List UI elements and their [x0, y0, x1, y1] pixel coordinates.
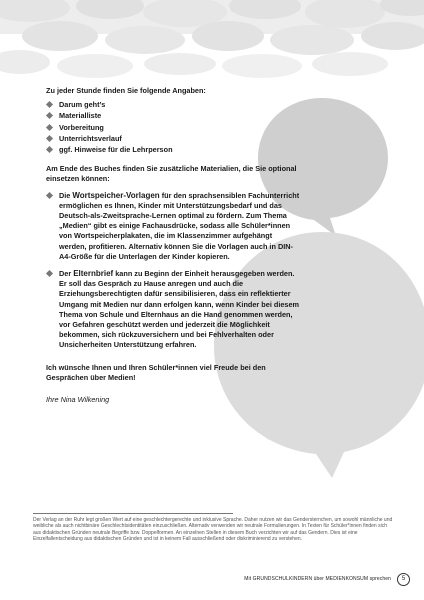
list-item: Der Elternbrief kann zu Beginn der Einheit herausgegeben werden. Er soll das Gespräch zu Hause anregen und auch die Erziehungsberechtigten dafür sensibilisieren, dass ein reflektierter Umgang mit Medien nur dann erfolgen kann, wenn Kinder bei diesem Thema von Schule und Elternhaus an die Hand genommen werden, vor Gefahren geschützt werden und jederzeit die Möglichkeit bekommen, sich rückzuversichern und bei Fehlverhalten oder Unsicherheiten Unterstützung erfahren. — [46, 269, 300, 351]
list-item: Die Wortspeicher-Vorlagen für den sprachsensiblen Fachunterricht ermöglichen es Ihnen, Kinder mit Unterstützungsbedarf und das Deutsch-als-Zweitsprache-Lernen optimal zu fördern. Zum Thema „Medien“ gibt es einige Fachausdrücke, sodass alle Schüler*innen von Wortspeicherplakaten, die im Klassenzimmer aufgehängt werden, profitieren. Alternativ können Sie die Vorlagen auch in DIN-A4-Größe für die Unterlagen der Kinder kopieren. — [46, 191, 300, 262]
materials-paragraph: Am Ende des Buches finden Sie zusätzliche Materialien, die Sie optional einsetzen können: — [46, 164, 297, 184]
closing-text: Ich wünsche Ihnen und Ihren Schüler*innen viel Freude bei den Gesprächen über Medien! — [46, 362, 266, 382]
lesson-info-list — [46, 100, 300, 155]
main-content — [46, 86, 300, 405]
page-number: 5 — [397, 573, 410, 586]
materials-list — [46, 191, 300, 351]
list-item: Materialliste — [46, 111, 300, 121]
footnote-divider — [33, 513, 233, 514]
diamond-bullet-icon — [46, 124, 53, 131]
highlight-term: Wortspeicher-Vorlagen — [72, 190, 160, 200]
diamond-bullet-icon — [46, 101, 53, 108]
diamond-bullet-icon — [46, 146, 53, 153]
footnote: Der Verlag an der Ruhr legt großen Wert auf eine geschlechtergerechte und inklusive Sprache. Daher nutzen wir das Gendersternchen, um sowohl männliche und weibliche als auch nichtbinäre Geschlechtsidentitäten einzuschließen. Alternativ verwenden wir neutrale Formulierungen. In Texten für Schüler*innen finden sich aus didaktischen Gründen neutrale Begriffe bzw. Doppelformen. An einzelnen Stellen in diesem Buch verzichten wir auf das Gendern. Dies ist eine Einzelfallentscheidung aus didaktischen Gründen und ist in keinem Fall ausschließend oder diskriminierend zu verstehen. — [33, 517, 393, 542]
footer-book-title: Mit GRUNDSCHULKINDERN über MEDIENKONSUM sprechen — [244, 576, 391, 582]
intro-text: Zu jeder Stunde finden Sie folgende Angaben: — [46, 86, 206, 95]
diamond-bullet-icon — [46, 135, 53, 142]
page-footer — [244, 573, 410, 585]
diamond-bullet-icon — [46, 270, 53, 277]
list-item: Vorbereitung — [46, 123, 300, 133]
highlight-term: Elternbrief — [73, 269, 114, 279]
list-item: Unterrichtsverlauf — [46, 134, 300, 144]
diamond-bullet-icon — [46, 192, 53, 199]
signature: Ihre Nina Wilkening — [46, 395, 110, 405]
diamond-bullet-icon — [46, 112, 53, 119]
list-item: ggf. Hinweise für die Lehrperson — [46, 145, 300, 155]
list-item: Darum geht’s — [46, 100, 300, 110]
